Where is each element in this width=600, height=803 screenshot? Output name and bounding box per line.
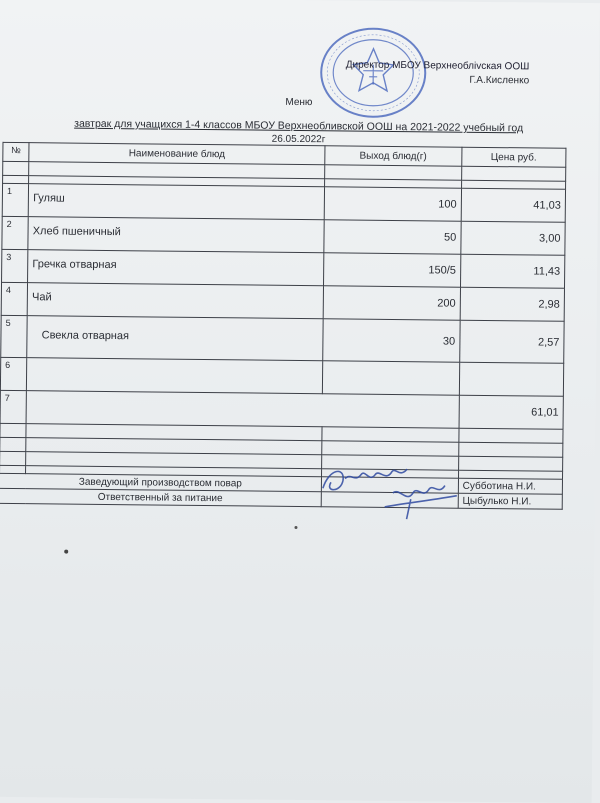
ink-dot bbox=[294, 526, 297, 529]
cell-output: 30 bbox=[323, 319, 460, 362]
menu-date: 26.05.2022г bbox=[271, 133, 326, 146]
cell-output: 150/5 bbox=[323, 253, 460, 287]
cell-price: 11,43 bbox=[460, 254, 565, 288]
cell-num: 2 bbox=[2, 216, 29, 249]
director-name: Г.А.Кисленко bbox=[469, 74, 530, 87]
cell-price bbox=[459, 362, 564, 396]
header-output: Выход блюд(г) bbox=[325, 146, 462, 166]
cell-output: 200 bbox=[323, 286, 460, 320]
cell-dish-name: Свекла отварная bbox=[41, 328, 130, 342]
cell-output: 50 bbox=[324, 220, 461, 254]
header-num: № bbox=[3, 142, 29, 161]
cell-price: 3,00 bbox=[461, 221, 566, 255]
cell-price: 2,98 bbox=[460, 287, 565, 321]
menu-subtitle: завтрак для учащихся 1-4 классов МБОУ Верхнеобливской ООШ на 2021-2022 учебный год bbox=[74, 117, 524, 135]
menu-table bbox=[0, 142, 566, 510]
cell-price: 2,57 bbox=[459, 320, 564, 363]
signature-role: Ответственный за питание bbox=[0, 488, 321, 506]
cell-dish-name bbox=[27, 358, 323, 394]
cell-dish-name bbox=[26, 391, 459, 429]
cell-output: 100 bbox=[324, 187, 461, 221]
director-line: Директор МБОУ Верхнеоблivская ООШ bbox=[345, 59, 530, 73]
bleed-through-text bbox=[2, 517, 565, 775]
cell-dish-name: Чай bbox=[31, 291, 52, 304]
menu-title: Меню bbox=[285, 96, 313, 109]
header-dish-name: Наименование блюд bbox=[29, 143, 325, 165]
table-row bbox=[1, 315, 564, 363]
cell-num: 3 bbox=[2, 249, 29, 282]
signature-person: Субботина Н.И. bbox=[458, 478, 562, 494]
cell-total-price: 61,01 bbox=[459, 395, 564, 429]
cell-num: 7 bbox=[0, 390, 27, 423]
cell-price: 41,03 bbox=[461, 188, 566, 222]
signature-person: Цыбулько Н.И. bbox=[458, 493, 562, 509]
handwritten-signatures bbox=[314, 458, 465, 530]
cell-dish-name: Хлеб пшеничный bbox=[32, 225, 121, 239]
cell-dish-name: Гречка отварная bbox=[32, 258, 117, 272]
signature-role: Заведующий производством повар bbox=[0, 473, 321, 491]
cell-num: 5 bbox=[1, 315, 28, 357]
cell-dish-name: Гуляш bbox=[33, 192, 65, 205]
approval-header bbox=[346, 58, 530, 88]
cell-num: 1 bbox=[2, 183, 29, 216]
cell-num: 4 bbox=[1, 282, 28, 315]
cell-num: 6 bbox=[0, 357, 27, 390]
ink-dot bbox=[64, 550, 68, 554]
cell-output bbox=[322, 361, 459, 395]
header-price: Цена руб. bbox=[462, 147, 566, 167]
